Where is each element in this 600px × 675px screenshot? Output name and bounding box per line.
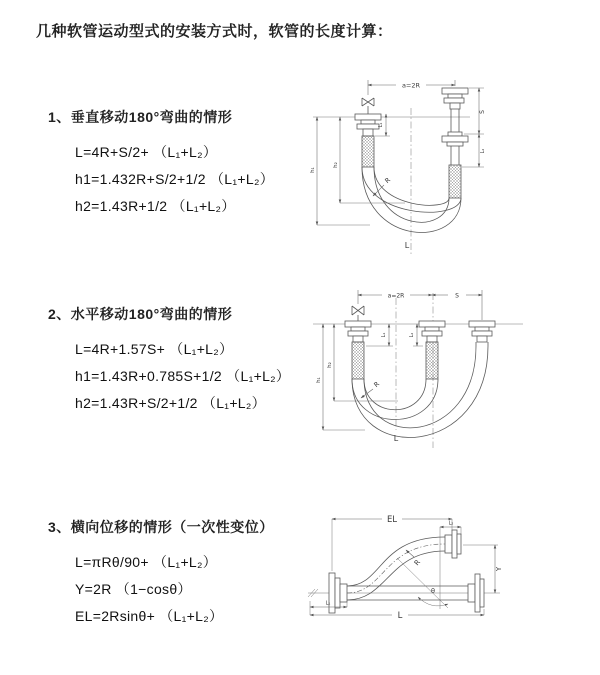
formula-l: L=4R+1.57S+ （L₁+L₂）	[75, 341, 234, 357]
flange-left	[355, 114, 381, 167]
dim-label-l2: L₂	[448, 520, 454, 527]
page-title: 几种软管运动型式的安装方式时，软管的长度计算：	[36, 23, 393, 40]
dim-label-y: Y	[495, 566, 503, 572]
radius-leader	[406, 550, 414, 557]
dimension-h1-h2	[317, 117, 405, 225]
dimension-a2r-s	[358, 290, 482, 320]
dim-label-h2: h₂	[333, 162, 339, 168]
dim-label-r: R	[372, 379, 382, 389]
dimension-s-l2	[462, 88, 484, 167]
dim-label-a2r: a=2R	[401, 81, 421, 90]
diagram-horizontal-180-bend	[310, 280, 600, 460]
dim-label-l: L	[397, 611, 403, 621]
hose-curves	[362, 167, 461, 233]
flange-left	[345, 321, 371, 379]
dim-label-r: R	[383, 175, 393, 185]
section-1	[48, 107, 274, 220]
dim-label-l: L	[393, 434, 399, 443]
formula-l: L=4R+S/2+ （L₁+L₂）	[75, 144, 218, 160]
formula-el: EL=2Rsinθ+ （L₁+L₂）	[75, 608, 224, 624]
dim-label-theta: θ	[431, 587, 435, 595]
flange-middle	[419, 321, 445, 379]
dim-label-l2: L₂	[409, 332, 415, 338]
angle-theta-construction	[397, 558, 448, 608]
dim-label-h1: h₁	[316, 377, 322, 383]
formula-y: Y=2R （1−cosθ）	[75, 581, 192, 597]
section-2-heading: 2、水平移动180°弯曲的情形	[48, 306, 233, 322]
section-3-heading: 3、横向位移的情形（一次性变位）	[48, 519, 274, 535]
dim-label-l: L	[404, 241, 410, 250]
dim-label-s: S	[479, 110, 486, 114]
formula-h2: h2=1.43R+S/2+1/2 （L₁+L₂）	[75, 395, 266, 411]
dim-label-r: R	[412, 558, 423, 568]
diagram-lateral-displacement	[300, 505, 600, 650]
dim-label-l2: L₂	[480, 148, 486, 154]
flange-right	[469, 321, 495, 342]
dim-label-a2r: a=2R	[387, 292, 405, 300]
dim-label-h2: h₂	[327, 362, 333, 368]
formula-h2: h2=1.43R+1/2 （L₁+L₂）	[75, 198, 236, 214]
formula-l: L=πRθ/90+ （L₁+L₂）	[75, 554, 218, 570]
section-1-heading: 1、垂直移动180°弯曲的情形	[48, 109, 233, 125]
dim-label-l1: L₁	[378, 122, 384, 128]
dim-label-s: S	[455, 292, 459, 300]
radius-leader	[373, 185, 384, 196]
flange-right	[442, 88, 468, 198]
dim-label-l1: L₁	[325, 600, 331, 607]
formula-h1: h1=1.43R+0.785S+1/2 （L₁+L₂）	[75, 368, 291, 384]
dim-label-el: EL	[386, 515, 398, 525]
dim-label-h1: h₁	[310, 167, 316, 173]
dim-label-l1: L₁	[381, 332, 387, 338]
section-2	[48, 304, 290, 417]
radius-leader	[361, 389, 373, 398]
valve-icon	[352, 306, 364, 321]
formula-h1: h1=1.432R+S/2+1/2 （L₁+L₂）	[75, 171, 275, 187]
valve-icon	[362, 98, 374, 114]
diagram-vertical-180-bend	[310, 70, 600, 265]
dimension-el	[332, 519, 452, 571]
section-3	[48, 517, 274, 630]
